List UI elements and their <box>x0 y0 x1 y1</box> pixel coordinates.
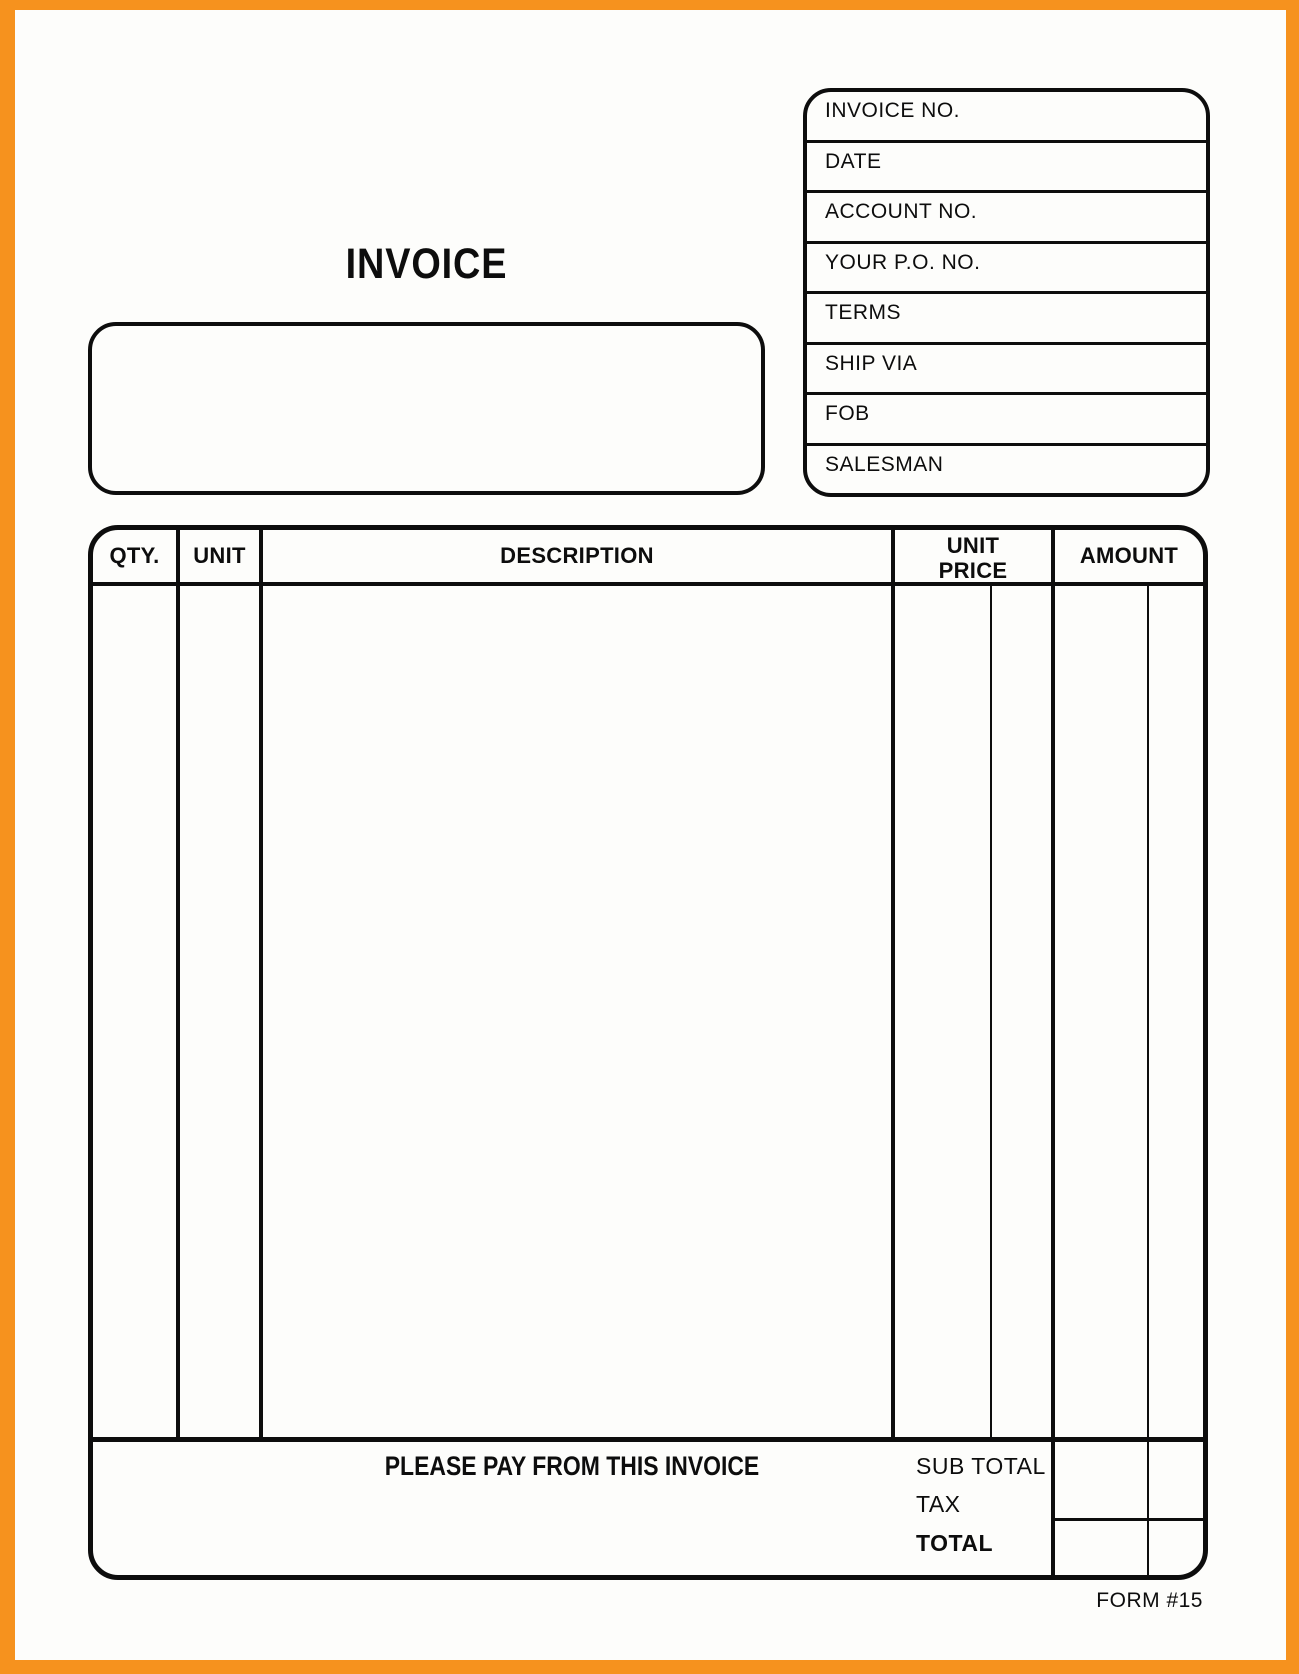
invoice-info-panel <box>803 88 1210 497</box>
fob-field[interactable] <box>807 392 1206 443</box>
invoice-number-label: INVOICE NO. <box>825 99 961 122</box>
page-title: INVOICE <box>345 240 508 288</box>
form-number: FORM #15 <box>1096 1589 1203 1612</box>
total-amount-cell[interactable] <box>1055 1521 1203 1575</box>
terms-field[interactable] <box>807 291 1206 342</box>
total-label: TOTAL <box>916 1530 994 1556</box>
terms-label: TERMS <box>825 301 901 324</box>
account-number-label: ACCOUNT NO. <box>825 200 978 223</box>
po-number-field[interactable] <box>807 241 1206 292</box>
po-number-label: YOUR P.O. NO. <box>825 250 981 274</box>
sub-total-label: SUB TOTAL <box>916 1453 1046 1479</box>
ship-via-field[interactable] <box>807 342 1206 393</box>
items-table-inner <box>93 530 1203 1575</box>
unit-column-header: UNIT <box>193 543 246 568</box>
amount-column-header: AMOUNT <box>1079 543 1179 568</box>
qty-entry-area[interactable] <box>93 586 176 1437</box>
qty-column-header: QTY. <box>109 543 160 568</box>
fob-label: FOB <box>825 402 870 425</box>
unit-entry-area[interactable] <box>180 586 259 1437</box>
salesman-label: SALESMAN <box>825 452 944 476</box>
amount-entry-area[interactable] <box>1055 586 1203 1437</box>
invoice-number-field[interactable] <box>807 92 1206 140</box>
date-label: DATE <box>825 149 882 173</box>
tax-label: TAX <box>916 1491 961 1517</box>
date-field[interactable] <box>807 140 1206 191</box>
ship-via-label: SHIP VIA <box>825 351 918 375</box>
unit-price-entry-area[interactable] <box>895 586 1051 1437</box>
account-number-field[interactable] <box>807 190 1206 241</box>
salesman-field[interactable] <box>807 443 1206 494</box>
pay-note: PLEASE PAY FROM THIS INVOICE <box>384 1451 760 1481</box>
footer-top-rule <box>93 1437 1203 1442</box>
description-entry-area[interactable] <box>263 586 891 1437</box>
bill-to-box[interactable] <box>88 322 765 495</box>
description-column-header: DESCRIPTION <box>500 543 654 568</box>
subtotal-tax-amount-cell[interactable] <box>1055 1442 1203 1518</box>
items-table <box>88 525 1208 1580</box>
unit-price-column-header: UNIT PRICE <box>938 533 1008 583</box>
